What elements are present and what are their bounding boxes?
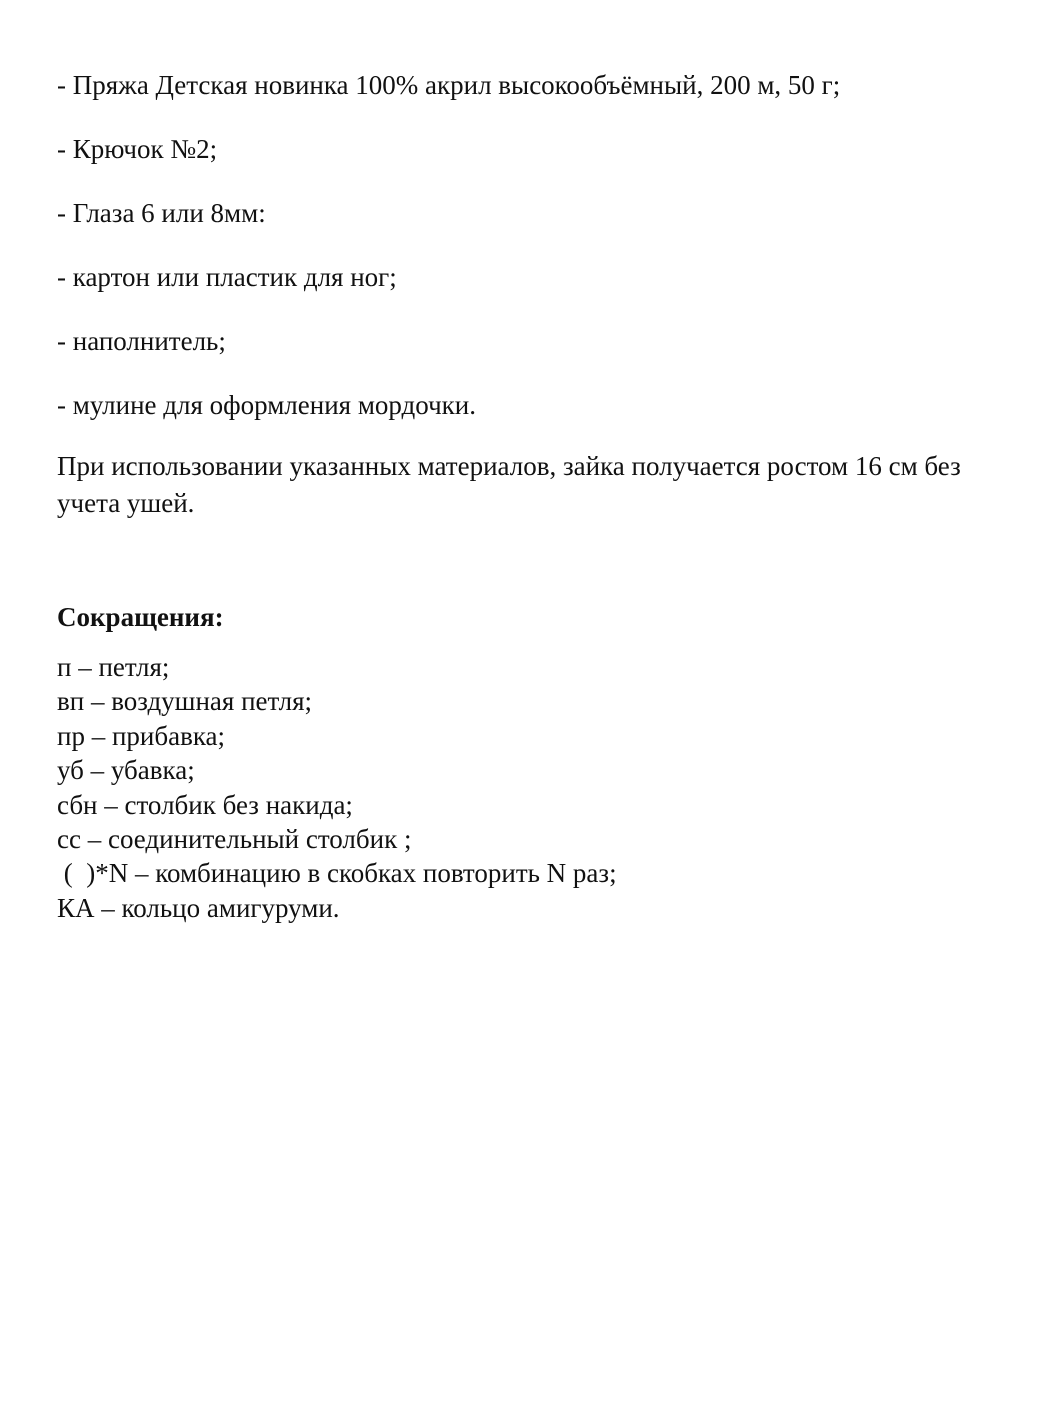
material-item: - Крючок №2;	[57, 134, 218, 164]
material-item: - Глаза 6 или 8мм:	[57, 198, 266, 228]
abbreviation-item: КА – кольцо амигуруми.	[57, 892, 340, 923]
abbreviation-item: сс – соединительный столбик ;	[57, 823, 412, 854]
material-item: - мулине для оформления мордочки.	[57, 390, 476, 420]
abbreviations-list	[57, 650, 1057, 925]
material-item: - картон или пластик для ног;	[57, 262, 397, 292]
abbreviation-item: вп – воздушная петля;	[57, 686, 313, 717]
size-note: При использовании указанных материалов, зайка получается ростом 16 см без учета ушей.	[57, 451, 961, 518]
abbreviation-item: ( )*N – комбинацию в скобках повторить N раз;	[57, 858, 617, 889]
abbreviation-item: сбн – столбик без накида;	[57, 789, 353, 820]
material-item: - наполнитель;	[57, 326, 226, 356]
materials-list	[57, 66, 1057, 450]
abbreviation-item: пр – прибавка;	[57, 720, 226, 751]
abbreviations-heading: Сокращения:	[57, 602, 224, 632]
material-item: - Пряжа Детская новинка 100% акрил высокообъёмный, 200 м, 50 г;	[57, 70, 841, 100]
abbreviation-item: уб – убавка;	[57, 755, 195, 786]
abbreviation-item: п – петля;	[57, 652, 170, 682]
